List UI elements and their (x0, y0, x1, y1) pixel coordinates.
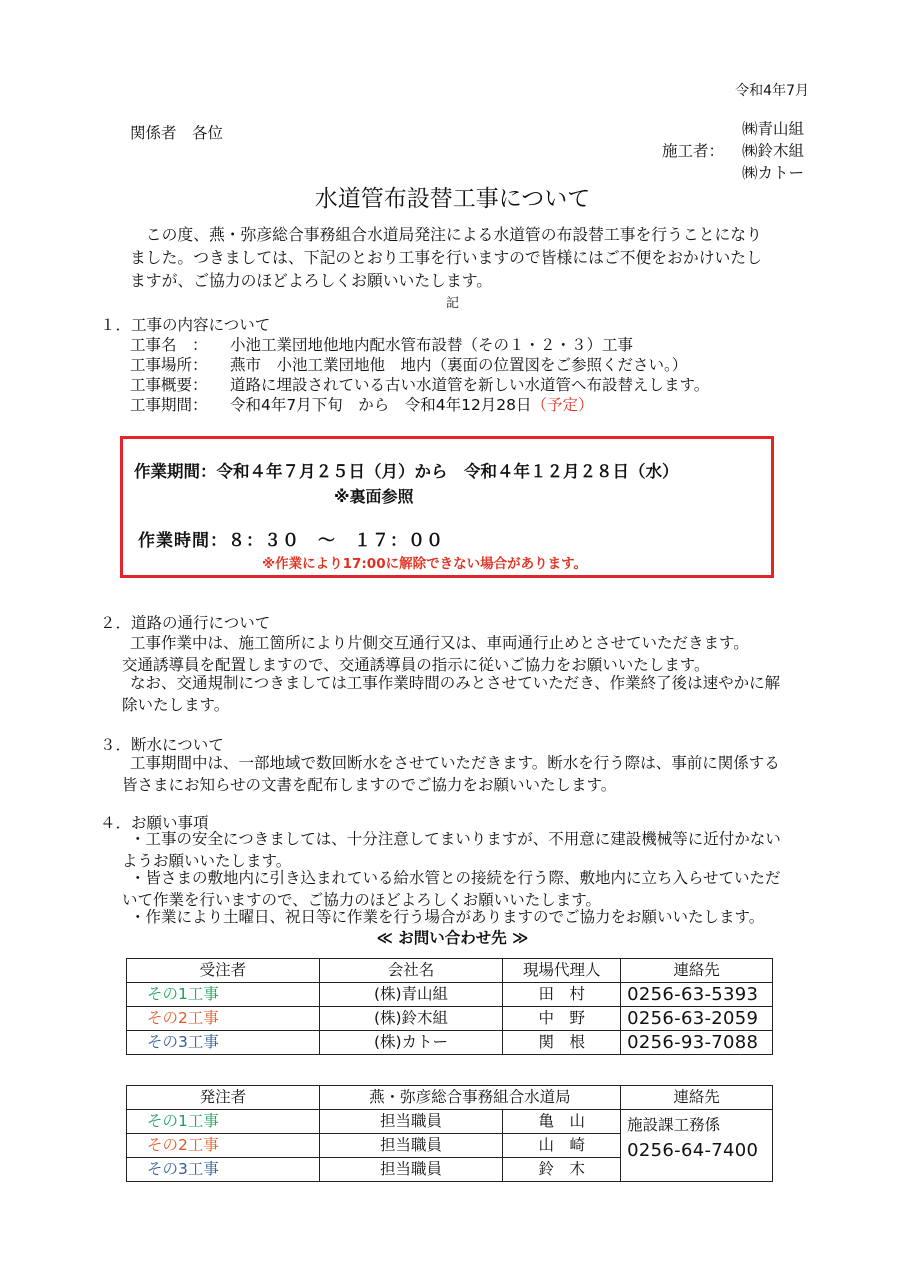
back-reference: ※裏面参照 (334, 487, 414, 506)
client-contact-table (126, 1085, 773, 1182)
intro-paragraph: この度、燕・弥彦総合事務組合水道局発注による水道管の布設替工事を行うことになりました。つきましては、下記のとおり工事を行いますので皆様にはご不便をおかけいたしますが、ご協力のほどよろしくお願いいたします。 (130, 225, 762, 290)
work-hours: 作業時間：８：３０ ～ １７：００ (138, 531, 444, 551)
request-item: ・工事の安全につきましては、十分注意してまいりますが、不用意に建設機械等に近付かないようお願いいたします。 (122, 830, 781, 870)
request-item: ・皆さまの敷地内に引き込まれている給水管との接続を行う際、敷地内に立ち入らせていただいて作業を行いますので、ご協力のほどよろしくお願いいたします。 (122, 869, 781, 909)
period-text: 令和4年7月下旬 から 令和4年12月28日 (230, 396, 532, 414)
section-heading: １．工事の内容について (100, 316, 271, 334)
site-agent: 田 村 (503, 983, 621, 1007)
work-label: その1工事 (127, 1110, 320, 1134)
table-row (127, 1031, 773, 1055)
column-header: 燕・弥彦総合事務組合水道局 (319, 1086, 620, 1110)
contractor-name: ㈱鈴木組 (742, 142, 805, 160)
info-label: 工事場所： (130, 356, 208, 374)
page-title: 水道管布設替工事について (314, 186, 591, 212)
company-name: (株)青山組 (319, 983, 503, 1007)
info-label: 工事概要： (130, 376, 208, 394)
contractor-label: 施工者： (662, 142, 725, 160)
staff-role: 担当職員 (319, 1158, 503, 1182)
company-name: (株)鈴木組 (319, 1007, 503, 1031)
info-value: 道路に埋設されている古い水道管を新しい水道管へ布設替えします。 (230, 376, 710, 394)
traffic-paragraph: なお、交通規制につきましては工事作業時間のみとさせていただき、作業終了後は速やかに解除いたします。 (122, 674, 781, 714)
document-date: 令和4年7月 (735, 83, 809, 99)
department-name: 施設課工務係 (627, 1116, 721, 1134)
work-period: 作業期間：令和４年７月２５日（月）から 令和４年１２月２８日（水） (134, 462, 679, 481)
column-header: 現場代理人 (503, 959, 621, 983)
phone-number: 0256-63-2059 (621, 1007, 773, 1031)
info-value: 小池工業団地他地内配水管布設替（その１・２・３）工事 (230, 336, 634, 354)
staff-name: 鈴 木 (503, 1158, 621, 1182)
work-hours-note: ※作業により17:00に解除できない場合があります。 (262, 556, 588, 572)
section-heading: ４．お願い事項 (100, 814, 209, 832)
info-value: 燕市 小池工業団地他 地内（裏面の位置図をご参照ください。） (230, 356, 688, 374)
ki-marker: 記 (445, 296, 459, 311)
staff-role: 担当職員 (319, 1110, 503, 1134)
column-header: 連絡先 (621, 959, 773, 983)
contact-heading: ≪ お問い合わせ先 ≫ (376, 929, 529, 947)
staff-name: 山 崎 (503, 1134, 621, 1158)
staff-role: 担当職員 (319, 1134, 503, 1158)
water-outage-paragraph: 工事期間中は、一部地域で数回断水をさせていただきます。断水を行う際は、事前に関係する皆さまにお知らせの文書を配布しますのでご協力をお願いいたします。 (122, 754, 780, 794)
phone-number: 0256-63-5393 (621, 983, 773, 1007)
phone-number: 0256-93-7088 (621, 1031, 773, 1055)
table-row (127, 1007, 773, 1031)
work-label: その1工事 (127, 983, 320, 1007)
client-contact-cell (621, 1110, 773, 1182)
table-row (127, 1110, 773, 1134)
staff-name: 亀 山 (503, 1110, 621, 1134)
column-header: 発注者 (127, 1086, 320, 1110)
work-label: その2工事 (127, 1134, 320, 1158)
work-label: その3工事 (127, 1031, 320, 1055)
work-label: その2工事 (127, 1007, 320, 1031)
table-header-row (127, 959, 773, 983)
column-header: 連絡先 (621, 1086, 773, 1110)
info-label: 工事期間： (130, 396, 208, 414)
traffic-paragraph: 交通誘導員を配置しますので、交通誘導員の指示に従いご協力をお願いいたします。 (122, 656, 710, 674)
phone-number: 0256-64-7400 (627, 1140, 759, 1161)
info-label: 工事名 ： (130, 336, 208, 354)
contractor-name: ㈱カトー (742, 164, 805, 182)
column-header: 受注者 (127, 959, 320, 983)
work-label: その3工事 (127, 1158, 320, 1182)
site-agent: 関 根 (503, 1031, 621, 1055)
request-item: ・作業により土曜日、祝日等に作業を行う場合がありますのでご協力をお願いいたします。 (130, 908, 765, 926)
company-name: (株)カトー (319, 1031, 503, 1055)
section-heading: ３．断水について (100, 736, 224, 754)
site-agent: 中 野 (503, 1007, 621, 1031)
contractor-contact-table (126, 958, 773, 1055)
table-header-row (127, 1086, 773, 1110)
table-row (127, 983, 773, 1007)
addressee: 関係者 各位 (130, 124, 224, 142)
column-header: 会社名 (319, 959, 503, 983)
section-heading: ２．道路の通行について (100, 614, 271, 632)
info-value (230, 393, 594, 415)
traffic-paragraph: 工事作業中は、施工箇所により片側交互通行又は、車両通行止めとさせていただきます。 (130, 634, 749, 652)
tentative-note: （予定） (531, 396, 594, 414)
contractor-name: ㈱青山組 (742, 120, 805, 138)
